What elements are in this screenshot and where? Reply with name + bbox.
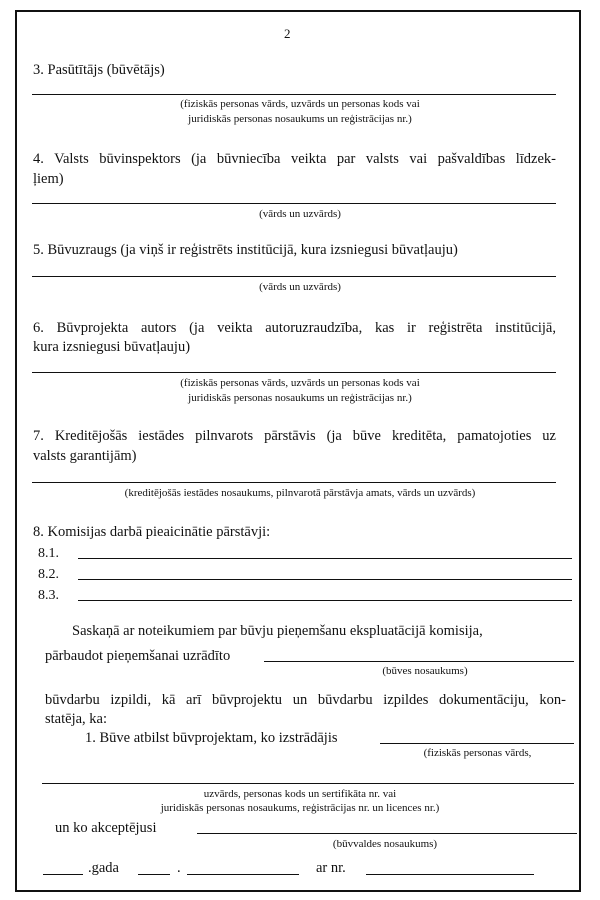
developer-caption-2: uzvārds, personas kods un sertifikāta nr. vai [203,788,397,800]
customer-caption-2: juridiskās personas nosaukums un reģistrācijas nr.) [188,113,412,125]
creditor-caption: (kreditējošās iestādes nosaukums, pilnvarotā pārstāvja amats, vārds un uzvārds) [124,487,476,499]
customer-line[interactable] [32,94,556,95]
developer-caption: (fiziskās personas vārds, [423,747,532,759]
month-line[interactable] [138,874,170,875]
developer-line-2[interactable] [42,783,574,784]
building-name-caption: (būves nosaukums) [382,665,468,677]
developer-line[interactable] [380,743,574,744]
creditor-line[interactable] [32,482,556,483]
body-paragraph-3: būvdarbu izpildi, kā arī būvprojektu un būvdarbu izpildes dokumentāciju, kon- [45,692,566,708]
day-line[interactable] [187,874,299,875]
page-number: 2 [284,26,291,41]
accepted-by-label: un ko akceptējusi [55,820,157,836]
section-7-title-cont: valsts garantijām) [33,448,137,464]
inspector-caption: (vārds un uzvārds) [259,208,341,220]
developer-caption-3: juridiskās personas nosaukums, reģistrācijas nr. un licences nr.) [160,802,440,814]
section-6-title: 6. Būvprojekta autors (ja veikta autoruzraudzība, kas ir reģistrēta institūcijā, [33,320,556,336]
author-caption-1: (fiziskās personas vārds, uzvārds un personas kods vai [180,377,420,389]
section-4-title: 4. Valsts būvinspektors (ja būvniecība veikta par valsts vai pašvaldības līdzek- [33,151,556,167]
representative-line[interactable] [78,558,572,559]
inspector-line[interactable] [32,203,556,204]
customer-caption-1: (fiziskās personas vārds, uzvārds un personas kods vai [180,98,420,110]
representative-line[interactable] [78,600,572,601]
author-line[interactable] [32,372,556,373]
section-4-title-cont: ļiem) [33,171,64,187]
building-name-line[interactable] [264,661,574,662]
representative-label: 8.3. [38,588,59,603]
body-paragraph-1: Saskaņā ar noteikumiem par būvju pieņemšanu ekspluatācijā komisija, [72,623,483,639]
number-line[interactable] [366,874,534,875]
authority-caption: (būvvaldes nosaukums) [332,838,438,850]
number-label: ar nr. [316,860,346,876]
body-paragraph-4: statēja, ka: [45,711,108,727]
year-line[interactable] [43,874,83,875]
representative-label: 8.2. [38,567,59,582]
section-7-title: 7. Kreditējošās iestādes pilnvarots pārstāvis (ja būve kreditēta, pamatojoties uz [33,428,556,444]
author-caption-2: juridiskās personas nosaukums un reģistrācijas nr.) [188,392,412,404]
section-5-title: 5. Būvuzraugs (ja viņš ir reģistrēts institūcijā, kura izsniegusi būvatļauju) [33,242,458,258]
section-8-title: 8. Komisijas darbā pieaicinātie pārstāvji: [33,524,271,540]
body-paragraph-2: pārbaudot pieņemšanai uzrādīto [45,648,231,664]
supervisor-line[interactable] [32,276,556,277]
authority-line[interactable] [197,833,577,834]
item-1-text: 1. Būve atbilst būvprojektam, ko izstrādājis [85,730,338,746]
date-separator: . [177,860,181,876]
supervisor-caption: (vārds un uzvārds) [259,281,341,293]
section-3-title: 3. Pasūtītājs (būvētājs) [33,62,165,78]
section-6-title-cont: kura izsniegusi būvatļauju) [33,339,191,355]
representative-line[interactable] [78,579,572,580]
year-label: .gada [88,860,119,876]
representative-label: 8.1. [38,546,59,561]
